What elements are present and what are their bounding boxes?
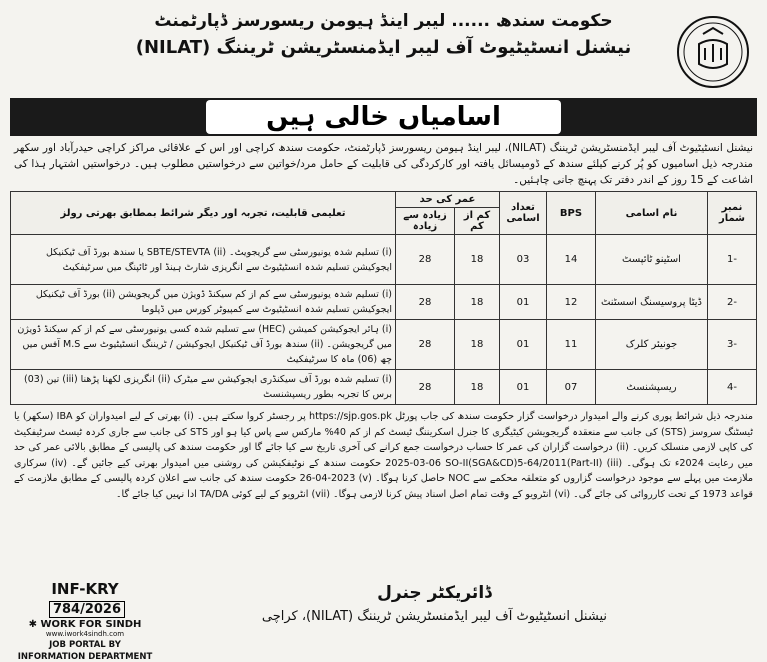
- header: [10, 10, 757, 96]
- sindh-government-emblem-icon: [675, 14, 751, 90]
- cell-bps: 07: [547, 370, 596, 405]
- ad-number: 784/2026: [49, 601, 125, 618]
- cell-sno: -3: [708, 320, 757, 370]
- signatory-org: نیشنل انسٹیٹیوٹ آف لیبر ایڈمنسٹریشن ٹریننگ (NILAT)، کراچی: [261, 609, 607, 624]
- fingerprint-icon: ✱: [28, 619, 41, 630]
- cell-count: 01: [500, 285, 547, 320]
- header-sno: نمبر شمار: [708, 192, 757, 235]
- cell-post: اسٹینو ٹائپسٹ: [596, 235, 708, 285]
- cell-age-max: 28: [396, 235, 455, 285]
- signature-block: [262, 583, 607, 624]
- header-post: نام اسامی: [596, 192, 708, 235]
- cell-age-min: 18: [455, 370, 500, 405]
- table-row: [11, 370, 757, 405]
- work-for-sindh-logo: [10, 619, 160, 630]
- cell-qual: (i) تسلیم شدہ یونیورسٹی سے گریجویٹ۔ (ii) SBTE/STEVTA یا سندھ بورڈ آف ٹیکنیکل ایجوکیشن تسلیم شدہ انسٹیٹیوٹ سے انگریزی شارٹ ہینڈ اور ٹائپنگ میں سرٹیفکیٹ: [11, 235, 396, 285]
- cell-count: 03: [500, 235, 547, 285]
- header-age-min: کم از کم: [455, 208, 500, 235]
- cell-age-min: 18: [455, 235, 500, 285]
- vacancy-table: [10, 191, 757, 405]
- table-row: [11, 320, 757, 370]
- cell-bps: 11: [547, 320, 596, 370]
- cell-age-max: 28: [396, 370, 455, 405]
- vacancies-banner: [10, 98, 757, 136]
- cell-age-min: 18: [455, 320, 500, 370]
- cell-post: جونیئر کلرک: [596, 320, 708, 370]
- footer: [10, 579, 757, 662]
- cell-sno: -1: [708, 235, 757, 285]
- cell-qual: (i) ہائر ایجوکیشن کمیشن (HEC) سے تسلیم شدہ کسی یونیورسٹی سے کم از کم سیکنڈ ڈویژن میں گریجویشن۔ (ii) سندھ بورڈ آف ٹیکنیکل ایجوکیشن / ٹریننگ انسٹیٹیوٹ سے M.S آفس میں چھ (06) ماہ کا سرٹیفکیٹ: [11, 320, 396, 370]
- cell-post: ڈیٹا پروسیسنگ اسسٹنٹ: [596, 285, 708, 320]
- banner-title: اسامیاں خالی ہیں: [206, 100, 561, 134]
- cell-age-max: 28: [396, 285, 455, 320]
- wfs-url: www.iwork4sindh.com: [45, 630, 125, 638]
- job-portal-line-1: JOB PORTAL BY: [49, 640, 121, 650]
- terms-and-conditions: مندرجہ ذیل شرائط پوری کرنے والے امیدوار درخواست گزار حکومت سندھ کی جاب پورٹل https://sjp.gos.pk پر رجسٹر کروا سکتے ہیں۔ (i) بھرتی کے لیے امیدواران کو IBA (سکھر) یا ٹیسٹنگ سروسز (STS) کی جانب سے منعقدہ گریجویشن کیٹیگری کا جنرل اسکریننگ ٹیسٹ کم از کم 40% مارکس سے پاس کیا ہو اور STS کی جانب سے جاری کردہ ٹیسٹ سرٹیفکیٹ کی کاپی لازمی منسلک کریں۔ (ii) درخواست گزاران کی عمر کا حساب درخواست جمع کرانے کی آخری تاریخ سے کیا جائے گا اور حکومت سندھ کی پالیسی کے مطابق بالائی عمر کی حد میں رعایت 2024ء تک ہوگی۔ (iii) 2025-03-06 SO-II(SGA&CD)5-64/2011(Part-II) حکومت سندھ کے نوٹیفکیشن کی روشنی میں امیدوار بھرتی کیے جائیں گے۔ (iv) سرکاری ملازمت میں پہلے سے موجود درخواست گزاروں کو متعلقہ محکمے سے NOC حاصل کرنا ہوگا۔ (v) 26-04-2023 حکومت سندھ کی جانب سے اعلان کردہ پالیسی کے مطابق ملازمت کے قواعد 1973 کے تحت کارروائی کی جائے گی۔ (vi) انٹرویو کے وقت تمام اصل اسناد پیش کرنا لازمی ہوگا۔ (vii) انٹرویو کے لیے کوئی TA/DA ادا نہیں کیا جائے گا۔: [14, 411, 754, 500]
- cell-post: ریسپشنسٹ: [596, 370, 708, 405]
- cell-bps: 12: [547, 285, 596, 320]
- cell-qual: (i) تسلیم شدہ یونیورسٹی سے کم از کم سیکنڈ ڈویژن میں گریجویشن (ii) بورڈ آف ٹیکنیکل ایجوکیشن تسلیم شدہ انسٹیٹیوٹ سے کمپیوٹر کورس میں ڈپلوما: [11, 285, 396, 320]
- cell-qual: (i) تسلیم شدہ بورڈ آف سیکنڈری ایجوکیشن سے میٹرک (ii) انگریزی لکھنا پڑھنا (iii) تین (03) برس کا تجربہ بطور ریسپشنسٹ: [11, 370, 396, 405]
- ad-code: INF-KRY: [51, 580, 119, 598]
- government-line: حکومت سندھ ...... لیبر اینڈ ہیومن ریسورسز ڈپارٹمنٹ: [154, 11, 613, 31]
- wfs-label: WORK FOR SINDH: [40, 619, 142, 630]
- cell-count: 01: [500, 320, 547, 370]
- signatory-title: ڈائریکٹر جنرل: [377, 583, 492, 603]
- ad-reference-box: [10, 579, 160, 662]
- institute-name: نیشنل انسٹیٹیوٹ آف لیبر ایڈمنسٹریشن ٹریننگ (NILAT): [135, 37, 632, 58]
- header-age: عمر کی حد: [396, 192, 500, 208]
- header-count: تعداد اسامی: [500, 192, 547, 235]
- cell-bps: 14: [547, 235, 596, 285]
- header-qual: تعلیمی قابلیت، تجربہ اور دیگر شرائط بمطابق بھرتی رولز: [11, 192, 396, 235]
- cell-sno: -2: [708, 285, 757, 320]
- cell-count: 01: [500, 370, 547, 405]
- table-row: [11, 235, 757, 285]
- cell-age-max: 28: [396, 320, 455, 370]
- intro-paragraph: نیشنل انسٹیٹیوٹ آف لیبر ایڈمنسٹریشن ٹریننگ (NILAT)، لیبر اینڈ ہیومن ریسورسز ڈپارٹمنٹ، حکومت سندھ کراچی اور اس کے علاقائی مراکز کراچی حیدرآباد اور سکھر مندرجہ ذیل اسامیوں کو پُر کرنے کیلئے سندھ کے ڈومیسائل یافتہ اور کارکردگی کی قابلیت کے حامل مرد/خواتین سے درخواستیں مطلوب ہیں۔ درخواستیں اشتہار ہذا کی اشاعت کے 15 روز کے اندر دفتر تک پہنچ جانی چاہئیں۔: [14, 142, 753, 186]
- cell-sno: -4: [708, 370, 757, 405]
- header-bps: BPS: [547, 192, 596, 235]
- cell-age-min: 18: [455, 285, 500, 320]
- job-portal-line-2: INFORMATION DEPARTMENT: [17, 652, 153, 662]
- table-row: [11, 285, 757, 320]
- header-age-max: زیادہ سے زیادہ: [396, 208, 455, 235]
